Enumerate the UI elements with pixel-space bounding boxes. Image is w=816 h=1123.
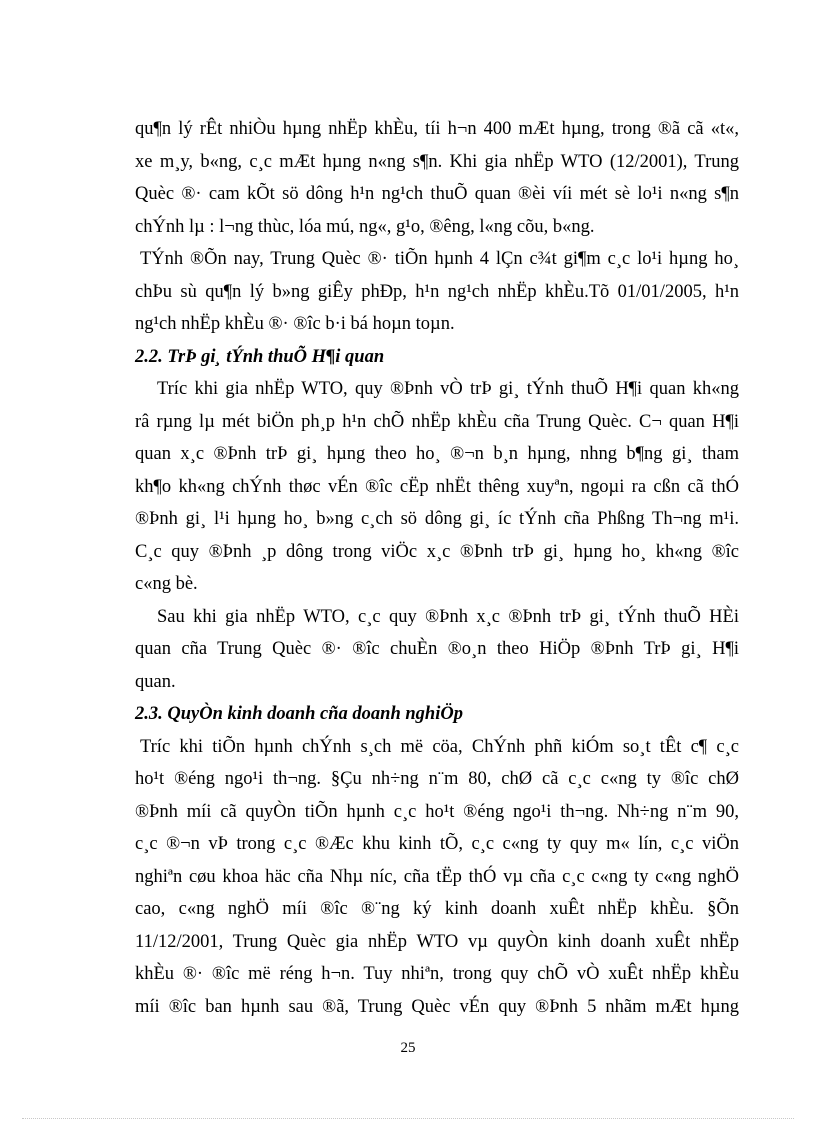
- text-line: míi ®îc ban hµnh sau ®ã, Trung Quèc vÉn quy ®Þnh 5 nhãm mÆt hµng: [135, 996, 739, 1017]
- text-line: c«ng bè.: [135, 574, 198, 594]
- text-line: Quèc ®· cam kÕt sö dông h¹n ng¹ch thuÕ quan ®èi víi mét sè lo¹i n«ng s¶n: [135, 184, 739, 204]
- text-line: chÞu sù qu¶n lý b»ng giÊy phÐp, h¹n ng¹ch nhËp khÈu.Tõ 01/01/2005, h¹n: [135, 281, 739, 302]
- text-line: quan x¸c ®Þnh trÞ gi¸ hµng theo ho¸ ®¬n b¸n hµng, nhng b¶ng gi¸ tham: [135, 444, 739, 464]
- text-line: quan cña Trung Quèc ®· ®îc chuÈn ®o¸n theo HiÖp ®Þnh TrÞ gi¸ H¶i: [135, 639, 739, 659]
- text-line: Tríc khi tiÕn hµnh chÝnh s¸ch më cöa, ChÝnh phñ kiÓm so¸t tÊt c¶ c¸c: [140, 736, 739, 757]
- text-line: khÈu ®· ®îc më réng h¬n. Tuy nhiªn, trong quy chÕ vÒ xuÊt nhËp khÈu: [135, 964, 739, 984]
- section-heading-2-2: 2.2. TrÞ gi¸ tÝnh thuÕ H¶i quan: [135, 346, 385, 367]
- text-line: ng¹ch nhËp khÈu ®· ®îc b·i bá hoµn toµn.: [135, 314, 455, 334]
- text-line: ®Þnh gi¸ l¹i hµng ho¸ b»ng c¸ch sö dông gi¸ íc tÝnh cña Phßng Th¬ng m¹i.: [135, 509, 739, 529]
- section-heading-2-3: 2.3. QuyÒn kinh doanh cña doanh nghiÖp: [135, 704, 463, 724]
- page-bottom-divider: [22, 1118, 794, 1119]
- body-text: [135, 113, 739, 1023]
- text-line: nghiªn cøu khoa häc cña Nhµ níc, cña tËp thÓ vµ cña c¸c c«ng ty c«ng nghÖ: [135, 866, 739, 887]
- text-line: 11/12/2001, Trung Quèc gia nhËp WTO vµ quyÒn kinh doanh xuÊt nhËp: [135, 931, 739, 952]
- page-number: 25: [400, 1040, 416, 1056]
- text-line: Tríc khi gia nhËp WTO, quy ®Þnh vÒ trÞ gi¸ tÝnh thuÕ H¶i quan kh«ng: [157, 379, 739, 399]
- text-line: ho¹t ®éng ngo¹i th¬ng. §Çu nh÷ng n¨m 80, chØ cã c¸c c«ng ty ®îc chØ: [135, 769, 739, 789]
- text-line: râ rµng lµ mét biÖn ph¸p h¹n chÕ nhËp khÈu cña Trung Quèc. C¬ quan H¶i: [135, 411, 739, 432]
- text-line: Sau khi gia nhËp WTO, c¸c quy ®Þnh x¸c ®Þnh trÞ gi¸ tÝnh thuÕ HÈi: [157, 606, 739, 627]
- text-line: C¸c quy ®Þnh ¸p dông trong viÖc x¸c ®Þnh trÞ gi¸ hµng ho¸ kh«ng ®îc: [135, 541, 739, 562]
- text-line: qu¶n lý rÊt nhiÒu hµng nhËp khÈu, tíi h¬n 400 mÆt hµng, trong ®ã cã «t«,: [135, 119, 739, 139]
- text-line: ®Þnh míi cã quyÒn tiÕn hµnh c¸c ho¹t ®éng ngo¹i th¬ng. Nh÷ng n¨m 90,: [135, 801, 739, 822]
- text-line: chÝnh lµ : l¬ng thùc, lóa mú, ng«, g¹o, ®êng, l«ng cõu, b«ng.: [135, 216, 595, 237]
- text-line: kh¶o kh«ng chÝnh thøc vÉn ®îc cËp nhËt thêng xuyªn, ngoµi ra cßn cã thÓ: [135, 476, 739, 497]
- text-line: TÝnh ®Õn nay, Trung Quèc ®· tiÕn hµnh 4 lÇn c¾t gi¶m c¸c lo¹i hµng ho¸: [140, 249, 739, 269]
- text-line: xe m¸y, b«ng, c¸c mÆt hµng n«ng s¶n. Khi gia nhËp WTO (12/2001), Trung: [135, 151, 739, 172]
- text-line: quan.: [135, 671, 176, 692]
- text-line: cao, c«ng nghÖ míi ®îc ®¨ng ký kinh doanh xuÊt nhËp khÈu. §Õn: [135, 899, 739, 919]
- text-line: c¸c ®¬n vÞ trong c¸c ®Æc khu kinh tÕ, c¸c c«ng ty quy m« lín, c¸c viÖn: [135, 834, 739, 854]
